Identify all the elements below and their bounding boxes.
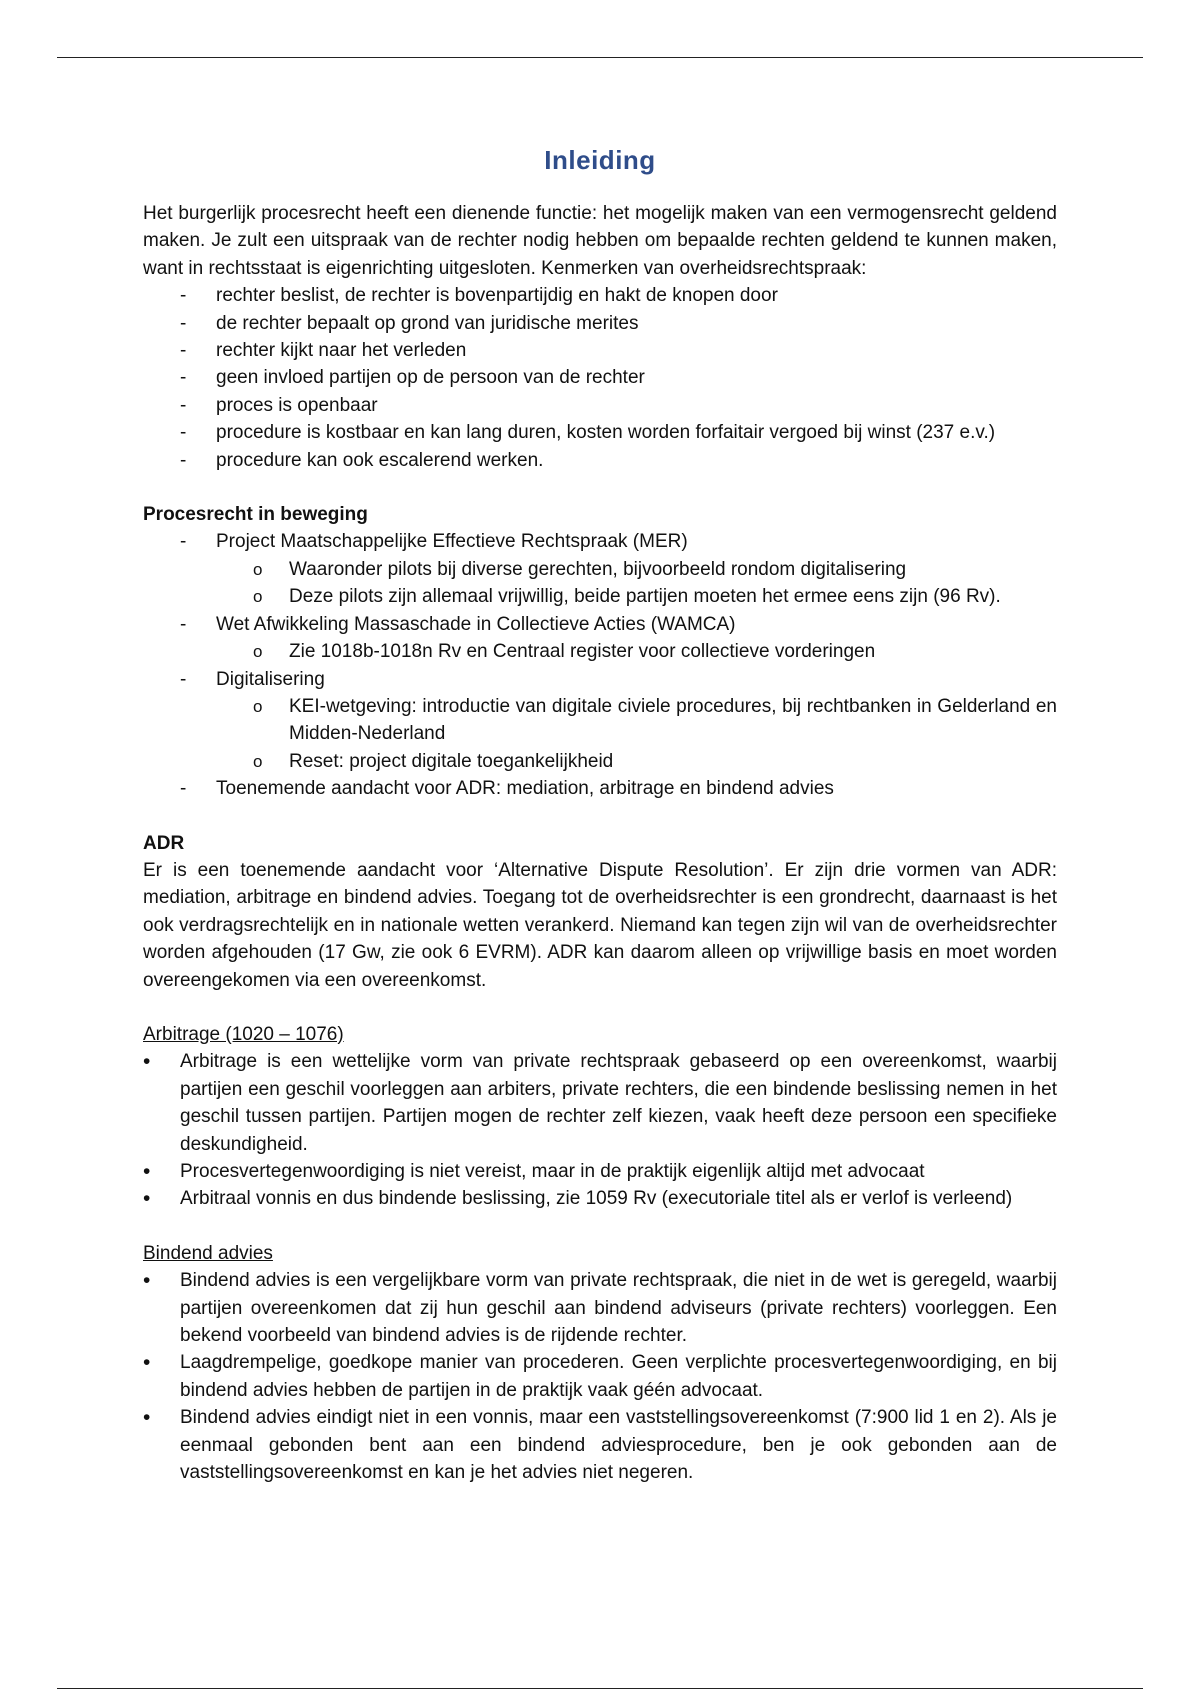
section-heading-adr: ADR	[143, 832, 185, 854]
dash-marker: -	[180, 394, 187, 416]
list-item: • Bindend advies eindigt niet in een vonnis, maar een vaststellingsovereenkomst (7:900 lid 1 en 2). Als je eenmaal gebonden bent aan een bindend adviesprocedure, ben je ook gebonden aan de vaststellingsovereenkomst en kan je het advies niet negeren.	[143, 1406, 1057, 1484]
spacer	[143, 803, 1057, 830]
section-heading-arbitrage: Arbitrage (1020 – 1076)	[143, 1023, 344, 1045]
dash-marker: -	[180, 285, 187, 307]
spacer	[143, 994, 1057, 1021]
intro-list	[143, 282, 1057, 474]
spacer	[143, 1213, 1057, 1240]
circle-marker: o	[253, 751, 263, 771]
dash-marker: -	[180, 668, 187, 690]
list-item: - Project Maatschappelijke Effectieve Rechtspraak (MER)	[143, 528, 1057, 555]
adr-paragraph: Er is een toenemende aandacht voor ‘Alternative Dispute Resolution’. Er zijn drie vormen van ADR: mediation, arbitrage en bindend advies. Toegang tot de overheidsrechter is een grondrecht, daarnaast is het ook verdragsrechtelijk en in nationale wetten verankerd. Niemand kan tegen zijn wil van de overheidsrechter worden afgehouden (17 Gw, zie ook 6 EVRM). ADR kan daarom alleen op vrijwillige basis en moet worden overeengekomen via een overeenkomst.	[143, 859, 1057, 991]
list-item: - procedure is kostbaar en kan lang duren, kosten worden forfaitair vergoed bij winst (237 e.v.)	[143, 419, 1057, 446]
list-item: • Bindend advies is een vergelijkbare vorm van private rechtspraak, die niet in de wet is geregeld, waarbij partijen overeenkomen dat zij hun geschil aan bindend adviseurs (private rechters) voorleggen. Een bekend voorbeeld van bindend advies is de rijdende rechter.	[143, 1269, 1057, 1347]
circle-marker: o	[253, 696, 263, 716]
bullet-marker: •	[143, 1050, 151, 1074]
dash-marker: -	[180, 778, 187, 800]
sub-list-item: o Deze pilots zijn allemaal vrijwillig, beide partijen moeten het ermee eens zijn (96 Rv).	[143, 583, 1057, 610]
sub-list-item: o Waaronder pilots bij diverse gerechten, bijvoorbeeld rondom digitalisering	[143, 556, 1057, 583]
beweging-sublist	[143, 556, 1057, 611]
list-item: - proces is openbaar	[143, 392, 1057, 419]
document-page	[143, 140, 1057, 1486]
list-item: - geen invloed partijen op de persoon van de rechter	[143, 364, 1057, 391]
bullet-marker: •	[143, 1187, 151, 1211]
list-item: • Arbitraal vonnis en dus bindende beslissing, zie 1059 Rv (executoriale titel als er verlof is verleend)	[143, 1185, 1057, 1212]
bindend-advies-list	[143, 1267, 1057, 1486]
dash-marker: -	[180, 531, 187, 553]
footer-rule	[57, 1688, 1143, 1689]
bullet-marker: •	[143, 1351, 151, 1375]
dash-marker: -	[180, 613, 187, 635]
header-rule	[57, 57, 1143, 58]
sub-list-item: o KEI-wetgeving: introductie van digitale civiele procedures, bij rechtbanken in Gelderland en Midden-Nederland	[143, 693, 1057, 748]
dash-marker: -	[180, 340, 187, 362]
list-item: • Procesvertegenwoordiging is niet vereist, maar in de praktijk eigenlijk altijd met advocaat	[143, 1158, 1057, 1185]
circle-marker: o	[253, 587, 263, 607]
dash-marker: -	[180, 312, 187, 334]
list-item: - procedure kan ook escalerend werken.	[143, 447, 1057, 474]
list-item: - de rechter bepaalt op grond van juridische merites	[143, 310, 1057, 337]
intro-paragraph: Het burgerlijk procesrecht heeft een dienende functie: het mogelijk maken van een vermogensrecht geldend maken. Je zult een uitspraak van de rechter nodig hebben om bepaalde rechten geldend te kunnen maken, want in rechtsstaat is eigenrichting uitgesloten. Kenmerken van overheidsrechtspraak:	[143, 203, 1057, 279]
beweging-list	[143, 528, 1057, 555]
circle-marker: o	[253, 559, 263, 579]
sub-list-item: o Zie 1018b-1018n Rv en Centraal register voor collectieve vorderingen	[143, 638, 1057, 665]
list-item: • Arbitrage is een wettelijke vorm van private rechtspraak gebaseerd op een overeenkomst, waarbij partijen een geschil voorleggen aan arbiters, private rechters, die een bindende beslissing nemen in het geschil tussen partijen. Partijen mogen de rechter zelf kiezen, vaak heeft deze persoon een specifieke deskundigheid.	[143, 1050, 1057, 1155]
beweging-list	[143, 611, 1057, 638]
bullet-marker: •	[143, 1160, 151, 1183]
dash-marker: -	[180, 449, 187, 471]
list-item: - Toenemende aandacht voor ADR: mediation, arbitrage en bindend advies	[143, 775, 1057, 802]
bullet-marker: •	[143, 1269, 151, 1293]
beweging-sublist	[143, 693, 1057, 775]
dash-marker: -	[180, 367, 187, 389]
beweging-list	[143, 666, 1057, 693]
list-item: - rechter beslist, de rechter is bovenpartijdig en hakt de knopen door	[143, 282, 1057, 309]
spacer	[143, 474, 1057, 501]
dash-marker: -	[180, 422, 187, 444]
list-item: • Laagdrempelige, goedkope manier van procederen. Geen verplichte procesvertegenwoordiging, en bij bindend advies hebben de partijen in de praktijk vaak géén advocaat.	[143, 1351, 1057, 1401]
section-heading-bindend-advies: Bindend advies	[143, 1242, 273, 1264]
bullet-marker: •	[143, 1406, 151, 1430]
circle-marker: o	[253, 642, 263, 662]
list-item: - Wet Afwikkeling Massaschade in Collectieve Acties (WAMCA)	[143, 611, 1057, 638]
sub-list-item: o Reset: project digitale toegankelijkheid	[143, 748, 1057, 775]
beweging-sublist	[143, 638, 1057, 665]
page-title: Inleiding	[544, 145, 656, 175]
list-item: - Digitalisering	[143, 666, 1057, 693]
list-item: - rechter kijkt naar het verleden	[143, 337, 1057, 364]
arbitrage-list	[143, 1048, 1057, 1212]
section-heading-procesrecht: Procesrecht in beweging	[143, 504, 368, 526]
beweging-list	[143, 775, 1057, 802]
